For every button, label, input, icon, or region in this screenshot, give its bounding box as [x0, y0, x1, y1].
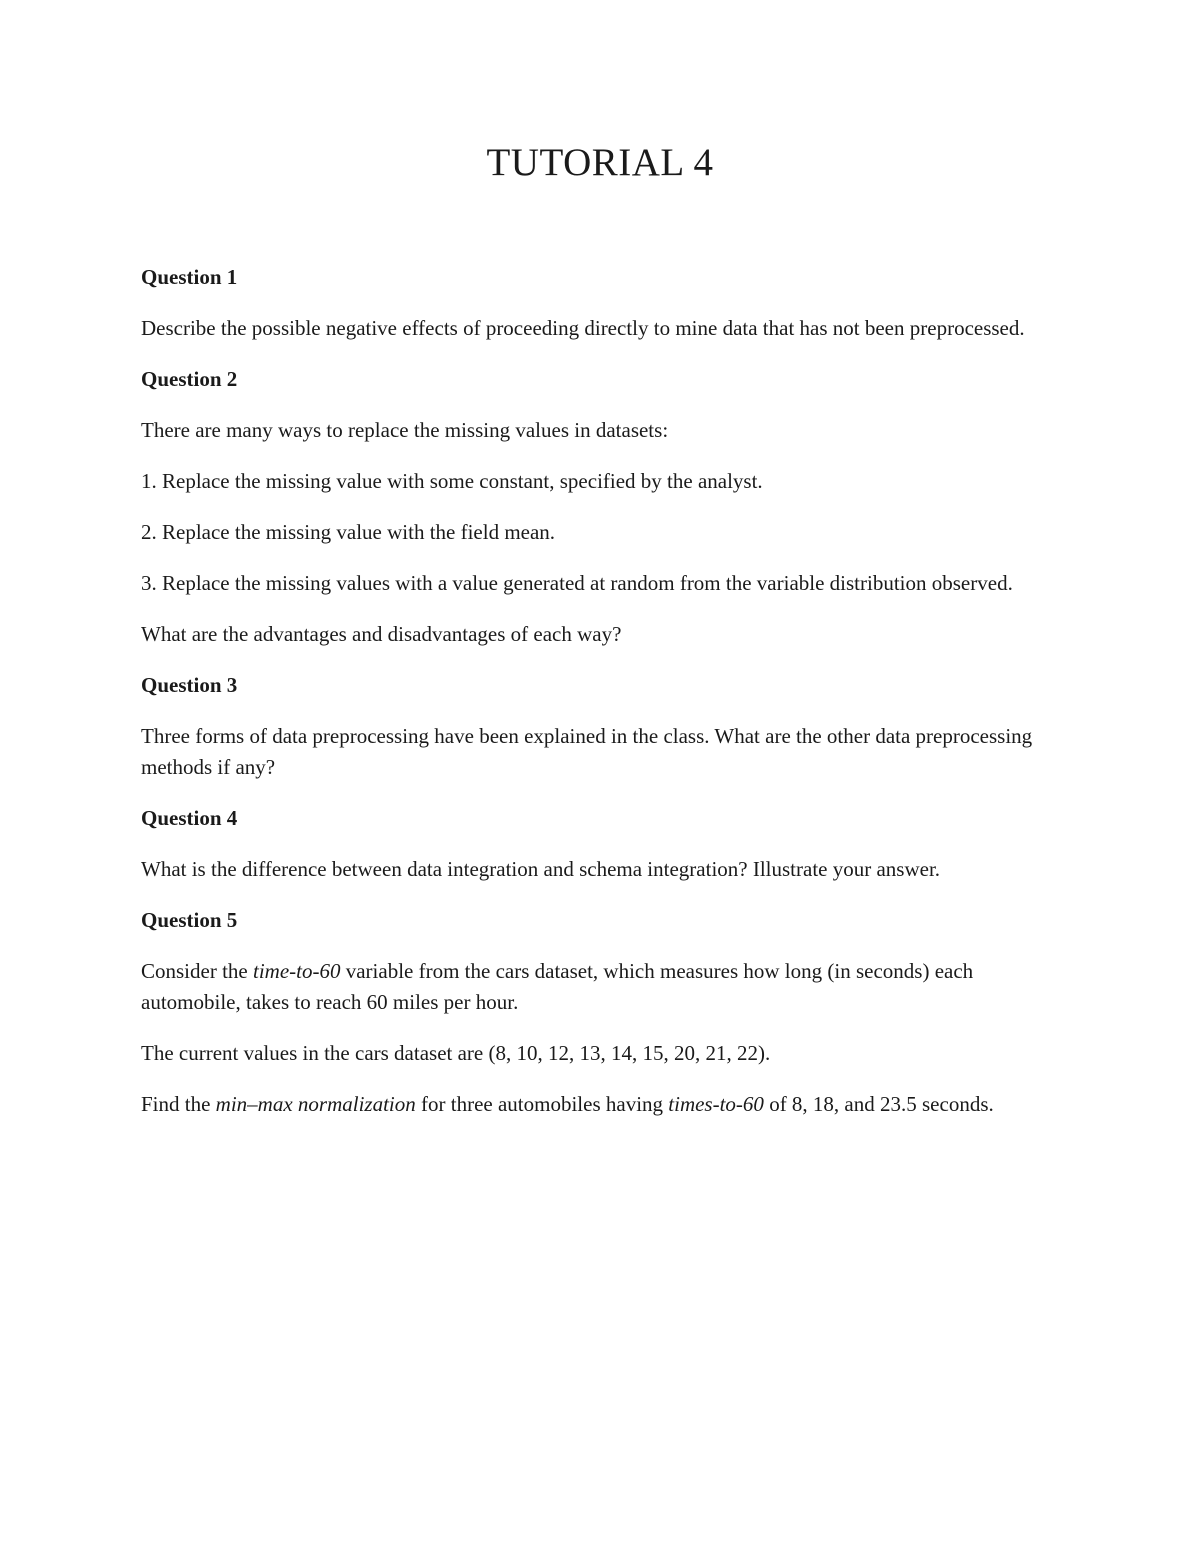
question-2-item-1: 1. Replace the missing value with some constant, specified by the analyst.	[141, 469, 763, 493]
question-2-intro: There are many ways to replace the missing values in datasets:	[141, 418, 669, 442]
question-1-heading: Question 1	[141, 265, 238, 289]
question-2-item-2: 2. Replace the missing value with the field mean.	[141, 520, 556, 544]
question-1-text: Describe the possible negative effects of proceeding directly to mine data that has not been preprocessed.	[141, 316, 1025, 340]
question-5-paragraph-2: The current values in the cars dataset are (8, 10, 12, 13, 14, 15, 20, 21, 22).	[141, 1041, 771, 1065]
question-5-p1-text-b: variable from the cars dataset, which measures how long (in seconds) each automobile, takes to reach 60 miles per hour.	[141, 959, 974, 1014]
question-5-paragraph-1	[141, 956, 1061, 1018]
question-5-p1-variable: time-to-60	[252, 959, 341, 983]
question-5-heading: Question 5	[141, 908, 238, 932]
question-5-paragraph-3	[141, 1089, 1061, 1120]
question-2-heading: Question 2	[141, 367, 238, 391]
question-5-p3-method: min–max normalization	[215, 1092, 416, 1116]
question-5-p3-text-c: of 8, 18, and 23.5 seconds.	[763, 1092, 994, 1116]
document-body	[141, 262, 1061, 1140]
question-2-item-3: 3. Replace the missing values with a value generated at random from the variable distribution observed.	[141, 571, 1013, 595]
question-5-p1-text-a: Consider the	[141, 959, 253, 983]
question-5-p3-text-a: Find the	[141, 1092, 216, 1116]
question-2-question: What are the advantages and disadvantages of each way?	[141, 622, 622, 646]
question-5-p3-variable: times-to-60	[668, 1092, 764, 1116]
question-3-heading: Question 3	[141, 673, 238, 697]
question-4-heading: Question 4	[141, 806, 238, 830]
question-3-text: Three forms of data preprocessing have been explained in the class. What are the other data preprocessing methods if any?	[141, 724, 1033, 779]
page-title: TUTORIAL 4	[486, 141, 714, 184]
question-5-p3-text-b: for three automobiles having	[415, 1092, 669, 1116]
question-4-text: What is the difference between data integration and schema integration? Illustrate your answer.	[141, 857, 941, 881]
